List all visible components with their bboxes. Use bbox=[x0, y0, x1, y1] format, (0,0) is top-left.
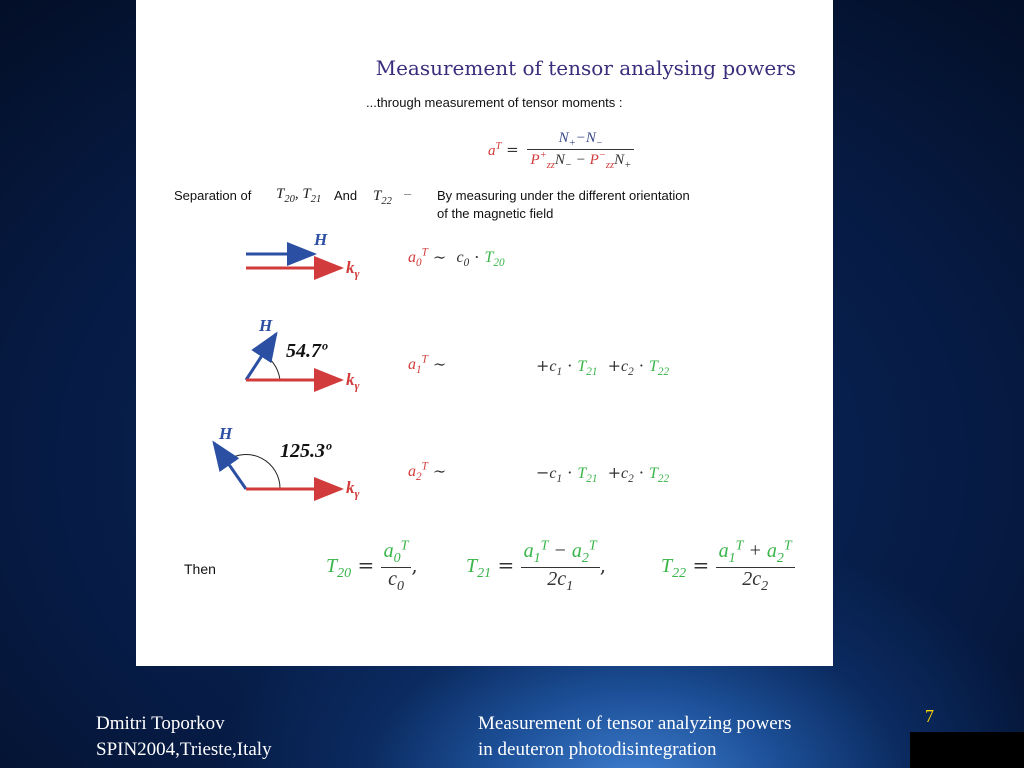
page-number: 7 bbox=[925, 706, 934, 726]
slide-content bbox=[136, 0, 833, 666]
separation-label: Separation of bbox=[174, 188, 252, 203]
equation-a1-terms: $+c_1 \cdot T_{21} +c_2 \cdot T_{22}$ bbox=[536, 356, 670, 379]
equation-a0: $a_0^T$ ∼ $c_0 \cdot T_{20}$ bbox=[408, 247, 505, 270]
footer-author-block bbox=[96, 711, 272, 763]
k-label-2: $k_\gamma$ bbox=[346, 370, 360, 393]
result-t21: $T_{21}$ = $\frac{a_1^T - a_2^T}{2c_1}$ , bbox=[466, 538, 607, 594]
formula-aT: $a^T$ = $\frac{N_+-N_-}{P^+_{zz}N_- - P^-_{zz}N_+}$ bbox=[488, 130, 634, 171]
equation-a2: $a_2^T$ ∼ bbox=[408, 461, 447, 484]
angle-54-7: 54.7º bbox=[286, 340, 327, 362]
result-t20: $T_{20}$ = $\frac{a_0^T}{c_0}$ , bbox=[326, 538, 418, 594]
then-label: Then bbox=[184, 561, 216, 577]
slide-title: Measurement of tensor analysing powers bbox=[375, 56, 796, 80]
footer-conference: SPIN2004,Trieste,Italy bbox=[96, 739, 272, 760]
dash: – bbox=[404, 186, 412, 201]
t22-symbol: $T_{22}$ bbox=[373, 188, 392, 207]
method-line2: of the magnetic field bbox=[437, 206, 554, 221]
footer-talk-line2: in deuteron photodisintegration bbox=[478, 739, 717, 760]
slide-subtitle: ...through measurement of tensor moments : bbox=[366, 95, 623, 110]
t20-t21-symbols: $T_{20}$, $T_{21}$ bbox=[276, 186, 322, 205]
equation-a2-terms: $-c_1 \cdot T_{21} +c_2 \cdot T_{22}$ bbox=[536, 463, 670, 486]
field-label-1: H bbox=[314, 230, 328, 249]
angle-125-3: 125.3º bbox=[280, 440, 331, 462]
field-label-3: H bbox=[219, 424, 233, 443]
corner-box bbox=[910, 732, 1024, 768]
equation-a1: $a_1^T$ ∼ bbox=[408, 354, 447, 377]
result-t22: $T_{22}$ = $\frac{a_1^T + a_2^T}{2c_2}$ bbox=[661, 538, 795, 595]
method-line1: By measuring under the different orientation bbox=[437, 188, 690, 203]
k-label-3: $k_\gamma$ bbox=[346, 478, 360, 501]
footer-talk-block bbox=[478, 711, 791, 763]
and-label: And bbox=[334, 188, 358, 203]
footer-talk-line1: Measurement of tensor analyzing powers bbox=[478, 713, 792, 734]
footer-author: Dmitri Toporkov bbox=[96, 713, 225, 734]
k-label-1: $k_\gamma$ bbox=[346, 258, 360, 281]
field-label-2: H bbox=[259, 316, 273, 335]
diagram-parallel bbox=[236, 225, 386, 285]
